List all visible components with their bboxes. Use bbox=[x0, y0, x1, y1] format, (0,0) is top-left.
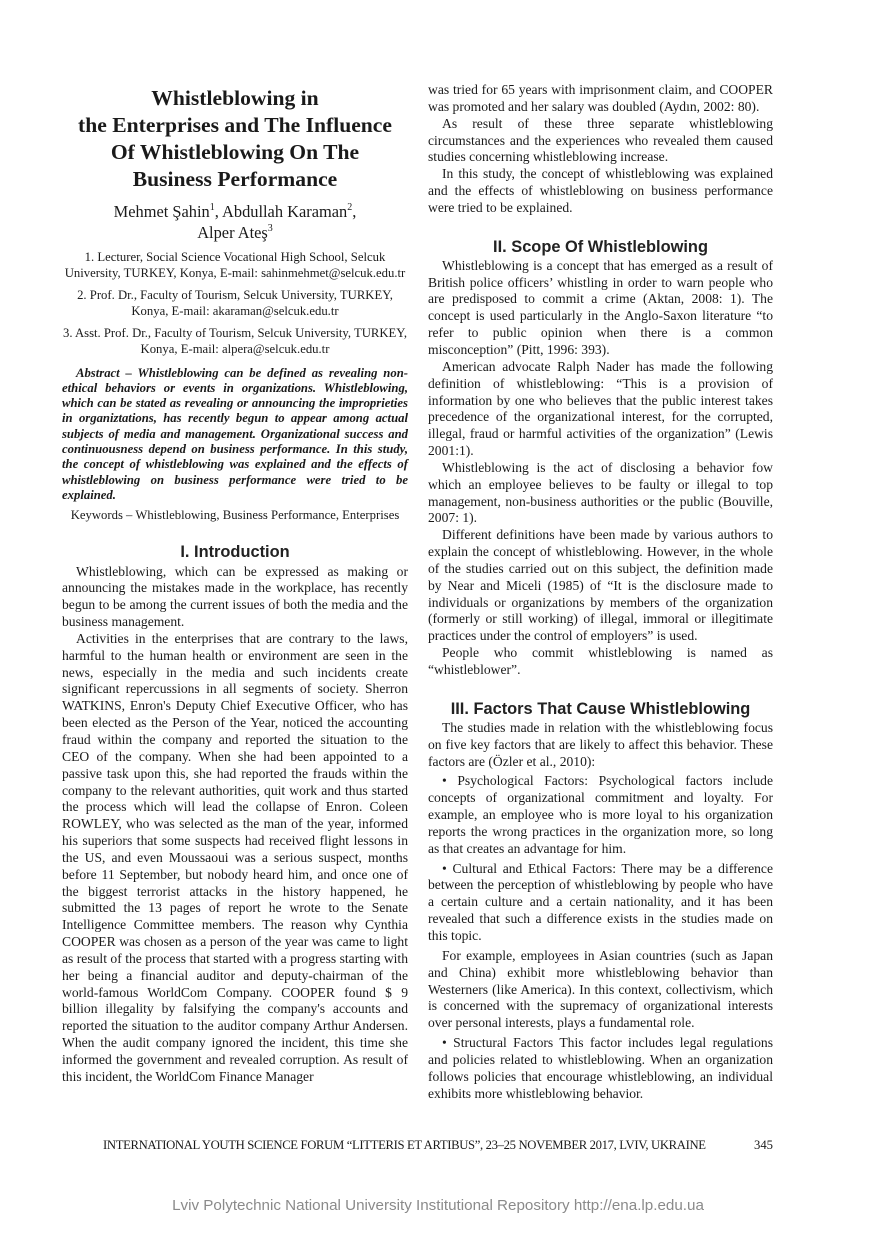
title-line: the Enterprises and The Influence bbox=[78, 113, 392, 137]
title-line: Whistleblowing in bbox=[151, 86, 319, 110]
section-heading-factors: III. Factors That Cause Whistleblowing bbox=[450, 699, 751, 718]
title-line: Of Whistleblowing On The bbox=[110, 140, 360, 164]
body-paragraph: The studies made in relation with the whistleblowing focus on five key factors that are likely to affect this behavior. These factors are (Özler et al., 2010): bbox=[428, 719, 773, 769]
body-paragraph: Activities in the enterprises that are contrary to the laws, harmful to the human health or environment are seen in the news, especially in the media and such incidents create significant repercussions in all segments of society. Sherron WATKINS, Enron's Deputy Chief Executive Officer, who has been elected as the Person of the Year, noticed the accounting fraud within the company and reported the situation to the CEO of the company. When she had been appointed to a passive task upon this, she had reported the frauds within the company to the relevant authorities, quit work and thus started the process which will lead the collapse of Enron. Coleen ROWLEY, who was selected as the man of the year, informed his superiors that some suspects had received flight lessons in the US, and even Moussaoui was a serious suspect, months before 11 September, but nobody heard him, and once one of the biggest terrorist attacks in the history happened, he submitted the 13 pages of report he wrote to the Senate Intelligence Committee members. The reason why Cynthia COOPER was chosen as a person of the year was came to light as result of the process that started with a progress starting with her being a financial auditor and deputy-chairman of the world-famous WorldCom Company. COOPER found $ 9 billion illegality by falsifying the company's accounts and reported the situation to the auditor company Arthur Andersen. When the audit company ignored the incident, this time she informed the government and revealed corruption. As result of this incident, the WorldCom Finance Manager bbox=[62, 630, 408, 1084]
title-line: Business Performance bbox=[132, 167, 338, 191]
paper-title bbox=[62, 85, 408, 193]
bullet-paragraph: • Cultural and Ethical Factors: There may be a difference between the perception of whistleblowing by people who have a certain culture and a certain nationality, and it has been revealed that such a difference exists in the studies made on this topic. bbox=[428, 860, 773, 943]
page-number: 345 bbox=[753, 1138, 773, 1152]
left-column bbox=[62, 82, 408, 1086]
section-heading-scope: II. Scope Of Whistleblowing bbox=[493, 237, 708, 256]
body-paragraph-continued: was tried for 65 years with imprisonment claim, and COOPER was promoted and her salary was doubled (Aydın, 2002: 80). bbox=[428, 82, 773, 114]
affiliation-mark: 3 bbox=[267, 223, 273, 234]
body-paragraph: Different definitions have been made by various authors to explain the concept of whistleblowing. However, in the whole of the studies carried out on this subject, the definition made by Near and Miceli (1985) of “It is the disclosure made to individuals or organizations by members of the organization (formerly or still working) of illegal, immoral or illegitimate practices under the control of employers” is used. bbox=[428, 527, 773, 644]
body-paragraph: American advocate Ralph Nader has made the following definition of whistleblowing: “This is a provision of information by one who believes that the public interest takes precedence of the organizational interest, for the corrupted, illegal, fraud or harmful activities of the organization” (Lewis 2001:1). bbox=[428, 358, 773, 459]
section-heading-introduction: I. Introduction bbox=[180, 542, 290, 561]
body-paragraph: For example, employees in Asian countries (such as Japan and China) exhibit more whistleblowing behavior than Westerners (like America). In this context, collectivism, which is concerned with the supremacy of organizational interests over personal interests, plays a fundamental role. bbox=[428, 947, 773, 1031]
affiliation-2: 2. Prof. Dr., Faculty of Tourism, Selcuk University, TURKEY, Konya, E-mail: akaraman@selcuk.edu.tr bbox=[77, 288, 393, 318]
affiliation-3: 3. Asst. Prof. Dr., Faculty of Tourism, Selcuk University, TURKEY, Konya, E-mail: alpera@selcuk.edu.tr bbox=[62, 326, 408, 356]
right-column bbox=[428, 82, 773, 1102]
body-paragraph: Whistleblowing is a concept that has emerged as a result of British police officers’ whistling in order to warn people who are predisposed to commit a crime (Aktan, 2008: 1). The concept is used particularly in the Anglo-Saxon literature “to refer to public opinion when there is a common misconception” (Pitt, 1996: 393). bbox=[428, 257, 773, 357]
body-paragraph: People who commit whistleblowing is named as “whistleblower”. bbox=[428, 645, 773, 677]
author-separator: , bbox=[214, 202, 223, 221]
body-paragraph: Whistleblowing, which can be expressed as making or announcing the mistakes made in the workplace, has recently begun to be among the current issues of both the media and the business management. bbox=[62, 563, 408, 630]
author-list bbox=[62, 201, 408, 243]
keywords: Keywords – Whistleblowing, Business Performance, Enterprises bbox=[70, 508, 400, 523]
body-paragraph: As result of these three separate whistleblowing circumstances and the experiences who revealed them caused studies concerning whistleblowing increase. bbox=[428, 115, 773, 165]
author-name: Abdullah Karaman bbox=[222, 202, 348, 221]
running-footer bbox=[103, 1137, 773, 1153]
bullet-paragraph: • Structural Factors This factor includes legal regulations and policies related to whistleblowing. When an organization follows policies that encourage whistleblowing, an individual exhibits more whistleblowing behavior. bbox=[428, 1035, 773, 1101]
repository-watermark: Lviv Polytechnic National University Institutional Repository http://ena.lp.edu.ua bbox=[172, 1197, 704, 1214]
body-paragraph: In this study, the concept of whistleblowing was explained and the effects of whistleblowing on business performance were tried to be explained. bbox=[428, 166, 773, 215]
author-name: Alper Ateş bbox=[197, 223, 268, 242]
conference-name: INTERNATIONAL YOUTH SCIENCE FORUM “LITTERIS ET ARTIBUS”, 23–25 NOVEMBER 2017, LVIV, UKRAINE bbox=[103, 1138, 706, 1152]
body-paragraph: Whistleblowing is the act of disclosing a behavior fow which an employee believes to be faulty or illegal to top management, non-business authorities or the public (Bouville, 2007: 1). bbox=[428, 459, 773, 526]
affiliation-mark: 1 bbox=[209, 202, 215, 213]
author-separator: , bbox=[352, 202, 357, 221]
author-name: Mehmet Şahin bbox=[113, 202, 210, 221]
abstract: Abstract – Whistleblowing can be defined as revealing non-ethical behaviors or events in organizations. Whistleblowing, which can be stated as revealing or announcing the improprieties in organiztations, has recently begun to appear among actual subjects of media and management. Organizational success and continuousness depend on business performance. In this study, the concept of whistleblowing was explained and the effects of whistleblowing on business performance were tried to be explained. bbox=[62, 365, 408, 502]
affiliation-1: 1. Lecturer, Social Science Vocational High School, Selcuk University, TURKEY, Konya, E-mail: sahinmehmet@selcuk.edu.tr bbox=[64, 250, 406, 280]
bullet-paragraph: • Psychological Factors: Psychological factors include concepts of organizational commitment and loyalty. For example, an employee who is more loyal to his organization reports the wrong practices in the organization more, so long as that creates an advantage for him. bbox=[428, 773, 773, 856]
affiliation-mark: 2 bbox=[347, 202, 353, 213]
